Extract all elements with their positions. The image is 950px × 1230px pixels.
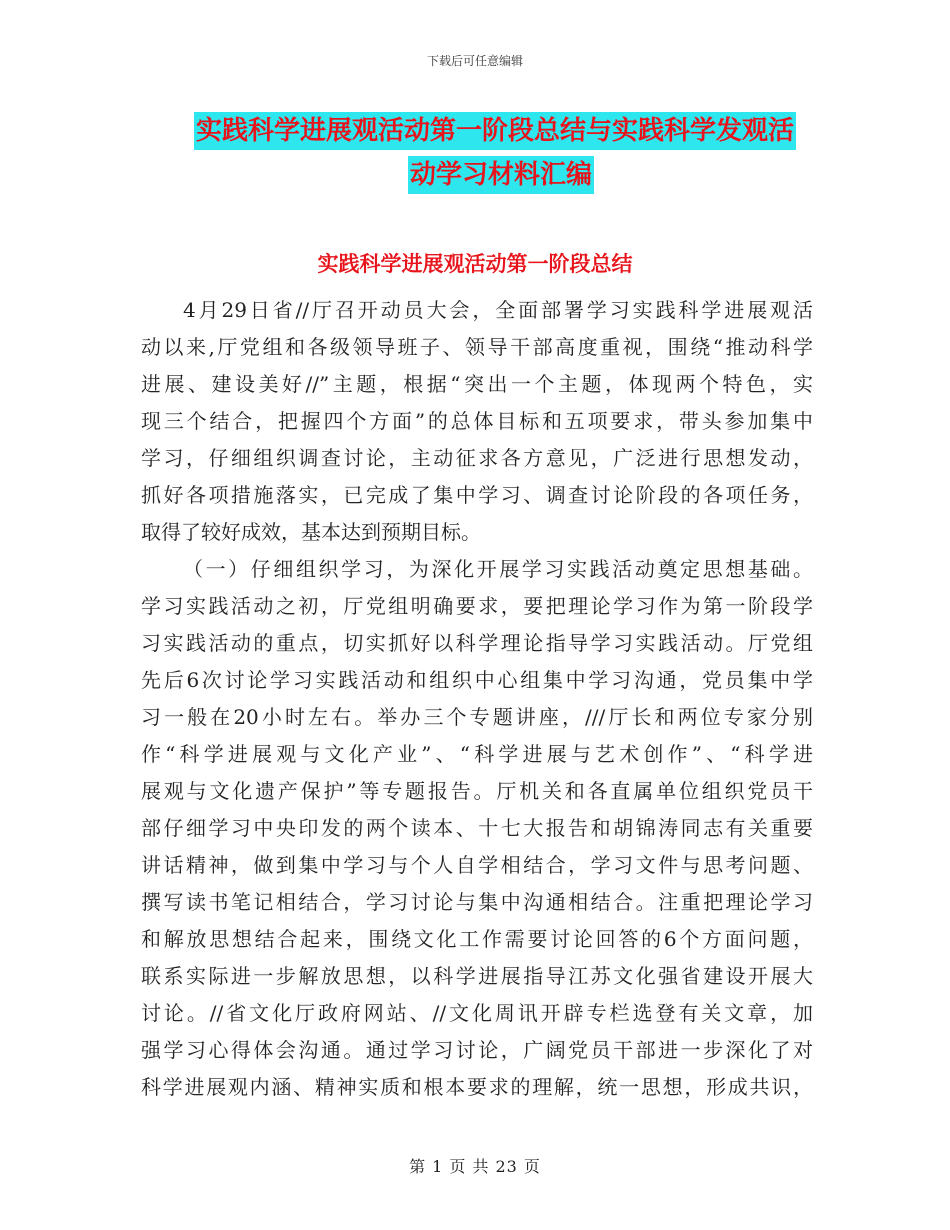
total-pages: 23 bbox=[495, 1157, 518, 1176]
body-line: 展观与文化遗产保护”等专题报告。厅机关和各直属单位组织党员干 bbox=[141, 779, 813, 803]
body-line: 讲话精神，做到集中学习与个人自学相结合，学习文件与思考问题、 bbox=[141, 853, 813, 877]
body-line: 联系实际进一步解放思想，以科学进展指导江苏文化强省建设开展大 bbox=[141, 964, 813, 988]
page-number: 1 bbox=[432, 1157, 444, 1176]
body-line: 科学进展观内涵、精神实质和根本要求的理解，统一思想，形成共识， bbox=[141, 1075, 813, 1099]
body-line: （一）仔细组织学习，为深化开展学习实践活动奠定思想基础。 bbox=[183, 557, 813, 581]
footer-middle: 页 共 bbox=[449, 1157, 490, 1176]
body-line: 抓好各项措施落实，已完成了集中学习、调查讨论阶段的各项任务， bbox=[141, 483, 813, 507]
body-line: 学习，仔细组织调查讨论，主动征求各方意见，广泛进行思想发动， bbox=[141, 446, 813, 470]
body-line: 进展、建设美好//”主题，根据“突出一个主题，体现两个特色，实 bbox=[141, 372, 813, 396]
body-line: 现三个结合，把握四个方面”的总体目标和五项要求，带头参加集中 bbox=[141, 409, 813, 433]
body-line: 部仔细学习中央印发的两个读本、十七大报告和胡锦涛同志有关重要 bbox=[141, 816, 813, 840]
body-line: 4月29日省//厅召开动员大会，全面部署学习实践科学进展观活 bbox=[183, 298, 813, 322]
body-line: 习一般在20小时左右。举办三个专题讲座，///厅长和两位专家分别 bbox=[141, 705, 813, 729]
body-line: 习实践活动的重点，切实抓好以科学理论指导学习实践活动。厅党组 bbox=[141, 631, 813, 655]
body-line: 先后6次讨论学习实践活动和组织中心组集中学习沟通，党员集中学 bbox=[141, 668, 813, 692]
body-line: 讨论。//省文化厅政府网站、//文化周讯开辟专栏选登有关文章，加 bbox=[141, 1001, 813, 1025]
page-header: 下载后可任意编辑 bbox=[426, 54, 523, 68]
body-text bbox=[141, 292, 813, 1106]
section-title: 实践科学进展观活动第一阶段总结 bbox=[317, 252, 633, 276]
body-line: 作“科学进展观与文化产业”、“科学进展与艺术创作”、“科学进 bbox=[141, 742, 813, 766]
title-line-1: 实践科学进展观活动第一阶段总结与实践科学发观活 bbox=[194, 112, 796, 150]
body-line: 和解放思想结合起来，围绕文化工作需要讨论回答的6个方面问题， bbox=[141, 927, 813, 951]
body-line: 取得了较好成效，基本达到预期目标。 bbox=[141, 520, 481, 544]
footer-prefix: 第 bbox=[409, 1157, 427, 1176]
body-line: 动以来,厅党组和各级领导班子、领导干部高度重视，围绕“推动科学 bbox=[141, 335, 813, 359]
title-line-2: 动学习材料汇编 bbox=[408, 156, 594, 194]
footer-suffix: 页 bbox=[523, 1157, 541, 1176]
body-line: 强学习心得体会沟通。通过学习讨论，广阔党员干部进一步深化了对 bbox=[141, 1038, 813, 1062]
page-footer bbox=[0, 1154, 950, 1177]
body-line: 撰写读书笔记相结合，学习讨论与集中沟通相结合。注重把理论学习 bbox=[141, 890, 813, 914]
body-line: 学习实践活动之初，厅党组明确要求，要把理论学习作为第一阶段学 bbox=[141, 594, 813, 618]
